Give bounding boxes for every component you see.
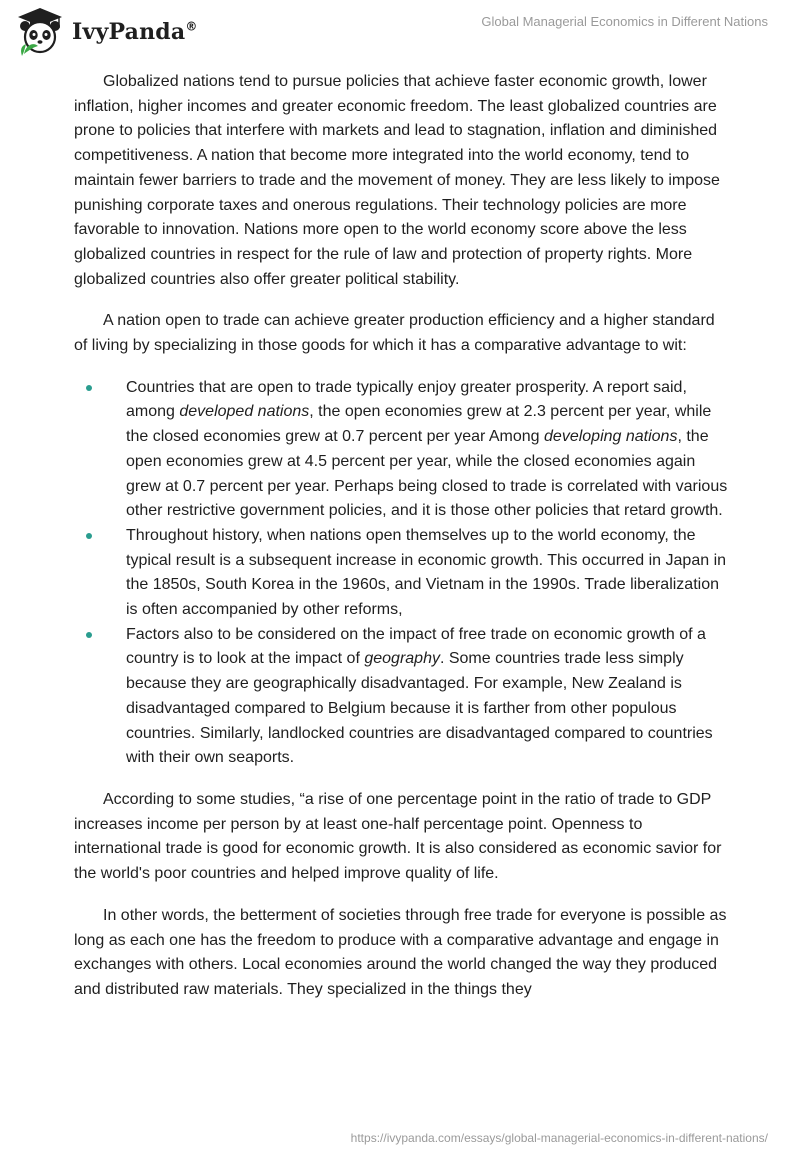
- panda-graduate-icon: [14, 6, 66, 58]
- bullet-list: [74, 376, 728, 771]
- source-url[interactable]: https://ivypanda.com/essays/global-managerial-economics-in-different-nations/: [350, 1131, 768, 1145]
- bullet-dot-icon: [86, 632, 92, 638]
- bullet-dot-icon: [86, 533, 92, 539]
- essay-body: [74, 70, 728, 1020]
- bullet-1-text-b: , the open economies grew at 2.3 percent per year, while the closed economies grew at 0.7 percent per year Among: [126, 403, 712, 446]
- bullet-dot-icon: [86, 385, 92, 391]
- paragraph-3: According to some studies, “a rise of one percentage point in the ratio of trade to GDP increases income per person by at least one-half percentage point. Openness to international trade is good for economic growth. It is also considered as economic savior for the world's poor countries and helped improve quality of life.: [74, 790, 722, 883]
- page-header: [0, 0, 800, 64]
- bullet-2-text: Throughout history, when nations open themselves up to the world economy, the typical result is a subsequent increase in economic growth. This occurred in Japan in the 1850s, South Korea in the 1960s, and Vietnam in the 1990s. Trade liberalization is often accompanied by other reforms,: [126, 526, 727, 619]
- document-title: Global Managerial Economics in Different Nations: [481, 14, 768, 29]
- bullet-3-text-a: Factors also to be considered on the impact of free trade on economic growth of a country is to look at the impact of: [126, 625, 706, 668]
- logo-wordmark-text: IvyPanda: [72, 19, 186, 45]
- logo-wordmark: [72, 19, 198, 45]
- bullet-item-3: [74, 623, 728, 771]
- paragraph-2: A nation open to trade can achieve greater production efficiency and a higher standard of living by specializing in those goods for which it has a comparative advantage to wit:: [74, 312, 715, 355]
- ivypanda-logo[interactable]: [14, 6, 198, 58]
- paragraph-1: Globalized nations tend to pursue policies that achieve faster economic growth, lower inflation, higher incomes and greater economic freedom. The least globalized countries are prone to policies that interfere with markets and lead to stagnation, inflation and diminished competitiveness. A nation that become more integrated into the world economy, tend to maintain fewer barriers to trade and the movement of money. They are less likely to impose punishing corporate taxes and onerous regulations. Their technology policies are more favorable to innovation. Nations more open to the world economy score above the less globalized countries in respect for the rule of law and protection of property rights. More globalized countries also offer greater political stability.: [74, 73, 720, 288]
- bullet-1-text-a: Countries that are open to trade typically enjoy greater prosperity. A report said, among: [126, 378, 687, 421]
- bullet-1-text-c: , the open economies grew at 4.5 percent per year, while the closed economies again grew at 0.7 percent per year. Perhaps being closed to trade is correlated with various other restrictive government policies, and it is those other policies that retard growth.: [126, 428, 728, 520]
- bullet-item-2: [74, 524, 728, 623]
- bullet-3-text-b: . Some countries trade less simply because they are geographically disadvantaged. For example, New Zealand is disadvantaged compared to Belgium because it is farther from other populous countries. Similarly, landlocked countries are disadvantaged compared to countries with their own seaports.: [126, 650, 713, 767]
- bullet-3-emphasis: geography: [364, 650, 440, 668]
- bullet-item-1: [74, 376, 728, 524]
- registered-mark: ®: [185, 19, 198, 34]
- bullet-1-emphasis-1: developed nations: [179, 403, 310, 421]
- paragraph-4: In other words, the betterment of societies through free trade for everyone is possible as long as each one has the freedom to produce with a comparative advantage and engage in exchanges with others. Local economies around the world changed the way they produced and distributed raw materials. They specialized in the things they: [74, 906, 727, 998]
- bullet-1-emphasis-2: developing nations: [544, 428, 678, 446]
